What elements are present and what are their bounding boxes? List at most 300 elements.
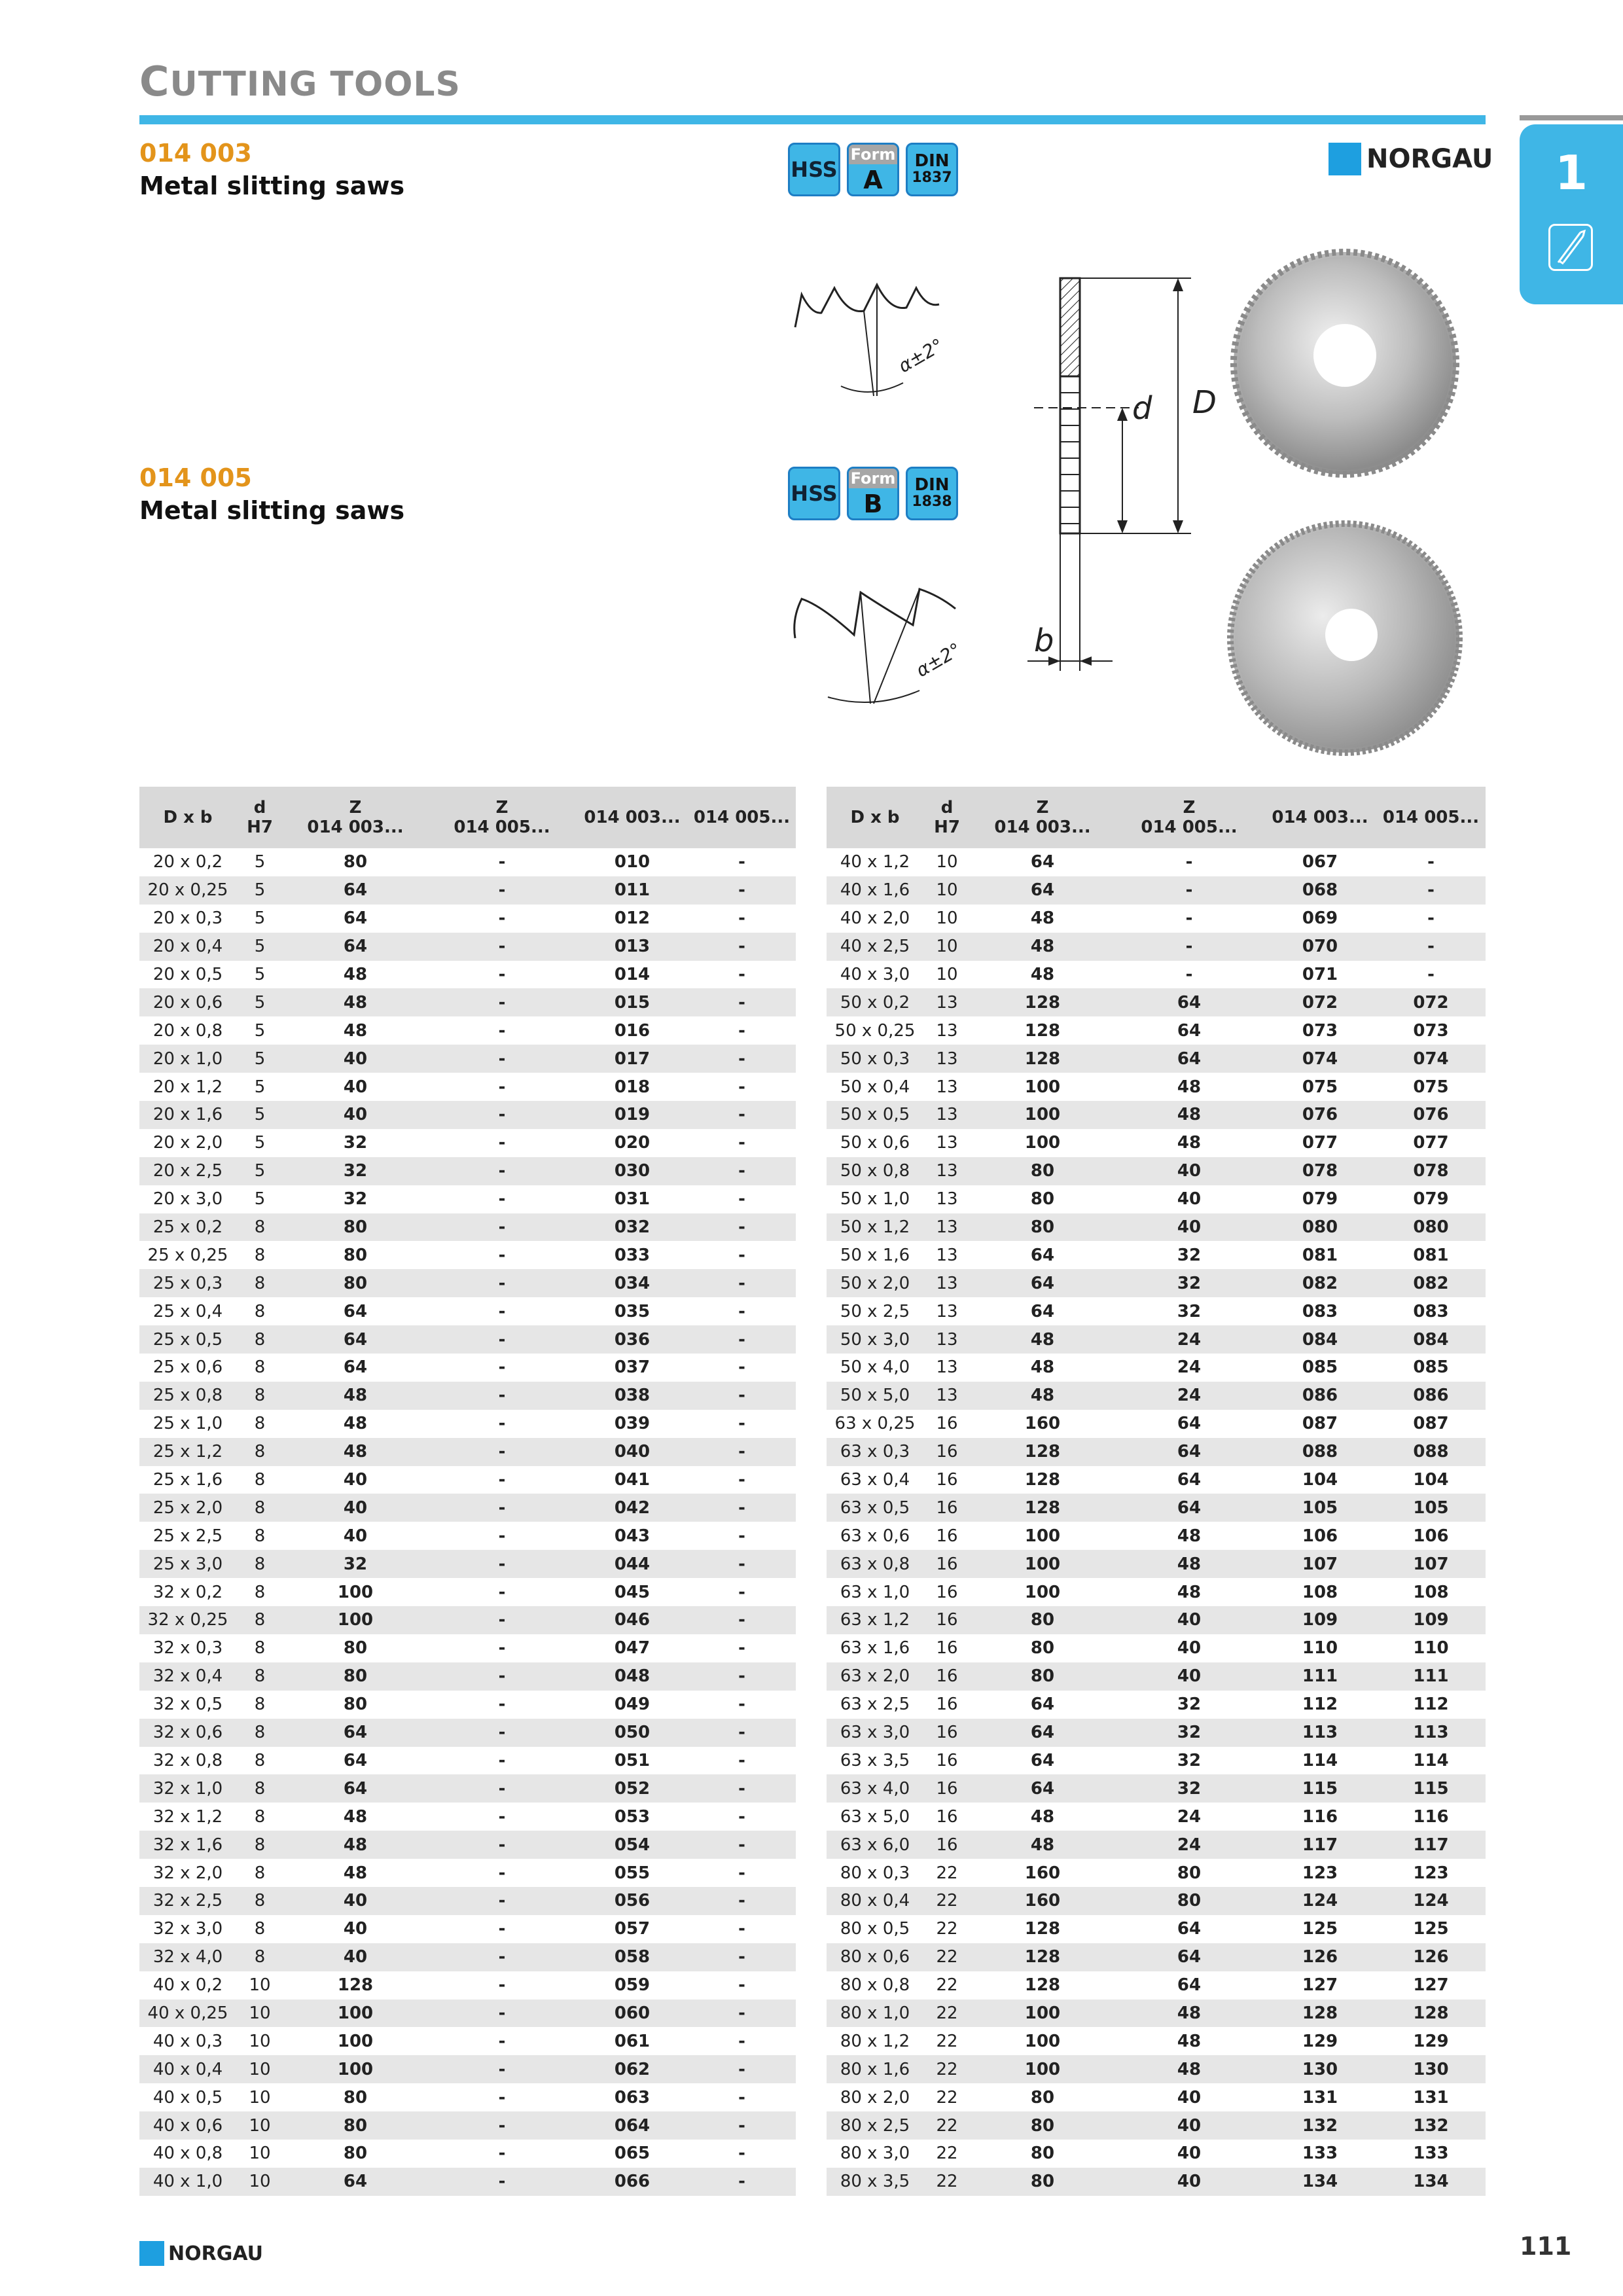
cell-z-a: 100 <box>1024 1133 1061 1153</box>
cell-article-a: 018 <box>614 1077 651 1097</box>
table-row <box>827 2000 1486 2028</box>
spec-table-left-body <box>139 848 796 2196</box>
cell-z-a: 40 <box>283 1101 427 1129</box>
cell-article-b: 083 <box>1413 1301 1449 1321</box>
cell-z-a: 40 <box>283 1943 427 1971</box>
cell-d: 16 <box>923 1606 971 1634</box>
cell-z-b: 64 <box>1177 1470 1202 1490</box>
cell-z-b: - <box>498 1919 506 1939</box>
cell-dxb: 50 x 2,5 <box>840 1301 910 1321</box>
cell-article-b: - <box>688 876 796 905</box>
cell-z-b: - <box>498 908 506 929</box>
cell-d: 8 <box>254 1638 266 1659</box>
cell-d: 13 <box>923 1101 971 1129</box>
cell-z-b: - <box>427 1157 577 1185</box>
cell-dxb: 20 x 0,3 <box>152 908 223 929</box>
cell-dxb: 63 x 0,8 <box>827 1550 923 1578</box>
cell-z-a: 80 <box>1030 2087 1055 2108</box>
cell-z-a: 64 <box>1030 1301 1055 1321</box>
cell-z-b: 40 <box>1177 1638 1202 1659</box>
cell-dxb: 50 x 1,2 <box>827 1213 923 1242</box>
cell-z-a: 100 <box>1024 1077 1061 1097</box>
cell-z-a: 100 <box>971 2055 1115 2083</box>
cell-dxb: 40 x 1,0 <box>139 2168 236 2196</box>
cell-article-a: 068 <box>1264 876 1376 905</box>
cell-d: 5 <box>254 852 266 872</box>
table-row <box>139 1325 796 1354</box>
cell-article-a: 037 <box>614 1357 651 1378</box>
cell-dxb: 32 x 2,0 <box>152 1863 223 1883</box>
cell-article-b: - <box>688 1382 796 1410</box>
cell-z-b: 64 <box>1177 1414 1202 1434</box>
cell-dxb: 50 x 4,0 <box>840 1357 910 1378</box>
cell-z-a: 40 <box>343 1470 368 1490</box>
table-row <box>827 2111 1486 2140</box>
cell-z-b: 40 <box>1177 2087 1202 2108</box>
cell-d: 5 <box>254 965 266 984</box>
cell-d: 13 <box>923 988 971 1016</box>
table-row <box>827 1325 1486 1354</box>
cell-dxb: 40 x 0,25 <box>139 2000 236 2028</box>
cell-dxb: 50 x 0,8 <box>827 1157 923 1185</box>
table-row <box>139 2083 796 2111</box>
table-header-row <box>139 787 796 848</box>
col-article-b: 014 005... <box>1376 787 1486 848</box>
cell-z-a: 160 <box>971 1887 1115 1915</box>
cell-article-b: - <box>738 1750 745 1770</box>
cell-z-b: 40 <box>1177 2144 1202 2164</box>
cell-article-b: 129 <box>1413 2031 1449 2051</box>
cell-article-a: 031 <box>614 1189 651 1210</box>
cell-z-a: 64 <box>343 1750 368 1770</box>
product-code-1: 014 003 <box>139 139 252 168</box>
cell-d: 8 <box>236 1606 283 1634</box>
cell-dxb: 25 x 0,8 <box>139 1382 236 1410</box>
cell-d: 16 <box>936 1470 958 1490</box>
cell-z-a: 80 <box>971 1157 1115 1185</box>
cell-z-a: 48 <box>343 965 368 984</box>
spec-table-right-body <box>827 848 1486 2196</box>
cell-article-a: 077 <box>1302 1133 1338 1153</box>
brand-square-icon <box>1329 143 1361 175</box>
cell-article-a: 081 <box>1302 1245 1338 1265</box>
cell-dxb: 25 x 2,0 <box>139 1494 236 1522</box>
cell-d: 8 <box>236 1494 283 1522</box>
cell-article-b: 079 <box>1413 1189 1449 1210</box>
cell-z-a: 40 <box>343 1526 368 1546</box>
cell-article-a: 036 <box>577 1325 688 1354</box>
cell-z-a: 100 <box>337 2031 374 2051</box>
cell-z-b: - <box>498 1470 506 1490</box>
cell-dxb: 63 x 2,5 <box>840 1695 910 1715</box>
cell-z-a: 80 <box>971 2168 1115 2196</box>
cell-article-a: 032 <box>577 1213 688 1242</box>
cell-d: 13 <box>923 1213 971 1242</box>
cell-z-b: 32 <box>1177 1750 1202 1770</box>
cell-dxb: 32 x 1,2 <box>152 1806 223 1827</box>
cell-article-a: 107 <box>1264 1550 1376 1578</box>
cell-dxb: 32 x 0,2 <box>152 1582 223 1602</box>
cell-z-a: 80 <box>283 2111 427 2140</box>
cell-z-a: 80 <box>283 1662 427 1691</box>
cell-dxb: 80 x 0,8 <box>840 1975 910 1996</box>
cell-dxb: 80 x 2,5 <box>827 2111 923 2140</box>
cell-z-b: - <box>427 1550 577 1578</box>
cell-dxb: 20 x 2,5 <box>139 1157 236 1185</box>
cell-dxb: 63 x 0,5 <box>827 1494 923 1522</box>
cell-z-b: 48 <box>1115 2000 1264 2028</box>
cell-dxb: 20 x 3,0 <box>152 1189 223 1210</box>
hss-badge: HSS <box>788 143 840 196</box>
cell-article-a: 080 <box>1264 1213 1376 1242</box>
table-row <box>139 1719 796 1747</box>
cell-article-b: 110 <box>1413 1638 1449 1659</box>
cell-article-a: 130 <box>1264 2055 1376 2083</box>
cell-d: 10 <box>249 2144 271 2164</box>
cell-article-b: 088 <box>1376 1438 1486 1466</box>
cell-z-b: 24 <box>1115 1382 1264 1410</box>
cell-article-a: 132 <box>1264 2111 1376 2140</box>
angle-label-b: α±2° <box>912 638 965 682</box>
cell-z-a: 80 <box>1030 1189 1055 1210</box>
tab-divider <box>1520 115 1623 120</box>
cell-article-b: - <box>738 1863 745 1883</box>
cell-article-a: 117 <box>1264 1831 1376 1859</box>
table-row <box>827 1747 1486 1775</box>
cell-dxb: 20 x 0,8 <box>152 1020 223 1041</box>
cell-z-b: - <box>1185 965 1193 984</box>
table-row <box>827 1719 1486 1747</box>
cell-z-a: 48 <box>343 1863 368 1883</box>
table-row <box>139 961 796 989</box>
cell-article-b: - <box>688 2055 796 2083</box>
cell-d: 8 <box>236 1719 283 1747</box>
cell-d: 5 <box>236 1101 283 1129</box>
table-row <box>827 1016 1486 1045</box>
cell-article-b: 087 <box>1413 1414 1449 1434</box>
cell-d: 5 <box>236 876 283 905</box>
table-row <box>827 1803 1486 1831</box>
cell-z-b: - <box>498 1245 506 1265</box>
cell-article-b: - <box>688 2000 796 2028</box>
cell-z-b: - <box>498 1077 506 1097</box>
table-row <box>139 1073 796 1101</box>
cell-article-b: 115 <box>1376 1774 1486 1803</box>
cell-z-a: 64 <box>343 1357 368 1378</box>
cell-article-b: - <box>738 1077 745 1097</box>
cell-d: 16 <box>936 1695 958 1715</box>
cell-d: 10 <box>936 965 958 984</box>
cell-dxb: 40 x 3,0 <box>840 965 910 984</box>
cell-article-b: 109 <box>1376 1606 1486 1634</box>
cell-z-b: - <box>1185 852 1193 872</box>
cell-z-b: - <box>427 1719 577 1747</box>
cell-z-b: 48 <box>1115 1550 1264 1578</box>
spec-table-right <box>827 787 1486 2196</box>
cell-dxb: 40 x 1,6 <box>827 876 923 905</box>
section-number: 1 <box>1554 145 1588 200</box>
cell-z-a: 100 <box>1024 1526 1061 1546</box>
cell-d: 22 <box>936 1919 958 1939</box>
cell-dxb: 63 x 2,0 <box>827 1662 923 1691</box>
cell-dxb: 50 x 0,2 <box>827 988 923 1016</box>
cell-z-a: 80 <box>283 1269 427 1297</box>
cell-z-b: - <box>498 1750 506 1770</box>
col-article-a: 014 003... <box>577 787 688 848</box>
cell-article-b: 078 <box>1376 1157 1486 1185</box>
cell-dxb: 80 x 1,6 <box>827 2055 923 2083</box>
table-row <box>827 1774 1486 1803</box>
table-row <box>827 1578 1486 1606</box>
table-row <box>139 1943 796 1971</box>
page-number: 111 <box>1520 2232 1572 2261</box>
cell-article-b: 130 <box>1376 2055 1486 2083</box>
cell-d: 16 <box>936 1806 958 1827</box>
cell-z-b: 24 <box>1115 1325 1264 1354</box>
cell-z-a: 80 <box>971 1213 1115 1242</box>
cell-z-a: 100 <box>971 2000 1115 2028</box>
table-row <box>139 2111 796 2140</box>
cell-z-a: 40 <box>343 1077 368 1097</box>
table-row <box>827 1634 1486 1662</box>
cell-dxb: 25 x 1,2 <box>139 1438 236 1466</box>
table-row <box>139 1241 796 1269</box>
cell-article-b: - <box>738 1414 745 1434</box>
col-z-a: Z 014 003... <box>283 787 427 848</box>
cell-d: 22 <box>923 2168 971 2196</box>
cell-article-b: 107 <box>1376 1550 1486 1578</box>
cell-article-a: 110 <box>1302 1638 1338 1659</box>
cell-article-b: - <box>738 1526 745 1546</box>
cell-z-a: 128 <box>337 1975 374 1996</box>
footer-brand-logo: NORGAU <box>139 2241 263 2266</box>
cell-z-a: 80 <box>971 2111 1115 2140</box>
cell-z-a: 64 <box>283 1325 427 1354</box>
cell-z-a: 100 <box>283 1606 427 1634</box>
table-row <box>139 1831 796 1859</box>
cell-article-b: - <box>738 965 745 984</box>
table-row <box>139 1213 796 1242</box>
cell-article-b: - <box>688 2111 796 2140</box>
cell-article-a: 075 <box>1302 1077 1338 1097</box>
cell-z-b: 64 <box>1115 988 1264 1016</box>
cell-z-a: 48 <box>971 1831 1115 1859</box>
cell-article-a: 125 <box>1302 1919 1338 1939</box>
cell-d: 8 <box>254 1582 266 1602</box>
cell-dxb: 32 x 1,0 <box>139 1774 236 1803</box>
cell-article-b: - <box>688 1719 796 1747</box>
table-row <box>827 1915 1486 1943</box>
cell-z-a: 64 <box>343 908 368 929</box>
cell-dxb: 40 x 0,5 <box>152 2087 223 2108</box>
cell-z-b: 40 <box>1115 2111 1264 2140</box>
cell-z-a: 128 <box>1024 1919 1061 1939</box>
cell-dxb: 50 x 1,0 <box>840 1189 910 1210</box>
section-tab[interactable] <box>1520 124 1623 304</box>
cell-dxb: 25 x 3,0 <box>139 1550 236 1578</box>
cell-z-a: 80 <box>343 1638 368 1659</box>
cell-z-a: 100 <box>971 1101 1115 1129</box>
cell-article-a: 069 <box>1302 908 1338 929</box>
cell-z-b: - <box>427 1494 577 1522</box>
cell-d: 16 <box>936 1638 958 1659</box>
cell-d: 22 <box>936 2087 958 2108</box>
cell-dxb: 25 x 1,6 <box>152 1470 223 1490</box>
cell-d: 13 <box>936 1020 958 1041</box>
cell-d: 8 <box>254 1414 266 1434</box>
cell-dxb: 50 x 0,3 <box>827 1045 923 1073</box>
table-row <box>827 905 1486 933</box>
cell-d: 16 <box>936 1582 958 1602</box>
cell-z-b: 48 <box>1177 1133 1202 1153</box>
cell-z-a: 64 <box>971 1269 1115 1297</box>
table-row <box>827 1831 1486 1859</box>
cell-article-a: 086 <box>1264 1382 1376 1410</box>
cell-z-b: 64 <box>1177 1919 1202 1939</box>
cell-z-b: - <box>427 1269 577 1297</box>
cell-z-a: 40 <box>283 1887 427 1915</box>
cell-article-a: 035 <box>614 1301 651 1321</box>
cell-d: 5 <box>236 1045 283 1073</box>
table-row <box>139 2168 796 2196</box>
cell-dxb: 25 x 0,6 <box>152 1357 223 1378</box>
table-row <box>827 1382 1486 1410</box>
cell-article-a: 040 <box>577 1438 688 1466</box>
product-name-2: Metal slitting saws <box>139 496 405 525</box>
cell-article-b: 085 <box>1413 1357 1449 1378</box>
cell-d: 16 <box>923 1550 971 1578</box>
saw-section-diagram <box>1021 265 1230 691</box>
cell-z-b: - <box>427 1774 577 1803</box>
cell-d: 13 <box>923 1045 971 1073</box>
cell-z-b: - <box>427 1213 577 1242</box>
cell-article-a: 071 <box>1302 965 1338 984</box>
cell-dxb: 40 x 0,6 <box>139 2111 236 2140</box>
cell-article-a: 113 <box>1264 1719 1376 1747</box>
cell-z-a: 40 <box>283 1045 427 1073</box>
cell-article-a: 033 <box>614 1245 651 1265</box>
cell-d: 8 <box>254 1750 266 1770</box>
cell-article-b: - <box>688 1438 796 1466</box>
cell-dxb: 20 x 1,6 <box>139 1101 236 1129</box>
cell-z-b: - <box>498 1695 506 1715</box>
cell-article-a: 087 <box>1302 1414 1338 1434</box>
table-row <box>827 1297 1486 1325</box>
cell-z-b: - <box>1185 908 1193 929</box>
tooth-profile-a-diagram <box>785 275 955 406</box>
cell-z-b: 40 <box>1115 1213 1264 1242</box>
form-badge: Form A <box>847 143 899 196</box>
cell-dxb: 32 x 3,0 <box>152 1919 223 1939</box>
cell-article-b: - <box>688 1269 796 1297</box>
cell-z-b: - <box>498 2031 506 2051</box>
cell-z-b: 40 <box>1115 2168 1264 2196</box>
cell-article-a: 109 <box>1264 1606 1376 1634</box>
table-row <box>139 1157 796 1185</box>
cell-d: 22 <box>936 2144 958 2164</box>
table-row <box>827 1438 1486 1466</box>
hss-badge: HSS <box>788 467 840 520</box>
cell-z-b: 48 <box>1177 1526 1202 1546</box>
table-row <box>139 2140 796 2168</box>
cell-z-a: 48 <box>283 1438 427 1466</box>
cell-article-b: - <box>688 1887 796 1915</box>
cell-article-b: 112 <box>1413 1695 1449 1715</box>
table-row <box>827 1662 1486 1691</box>
cell-d: 8 <box>236 1774 283 1803</box>
table-row <box>827 1157 1486 1185</box>
cell-z-a: 64 <box>971 1774 1115 1803</box>
cell-z-a: 80 <box>971 1662 1115 1691</box>
table-row <box>139 1045 796 1073</box>
cell-z-a: 128 <box>1024 1975 1061 1996</box>
cell-article-a: 043 <box>614 1526 651 1546</box>
cell-z-a: 160 <box>1024 1414 1061 1434</box>
cell-article-b: - <box>1427 965 1435 984</box>
cell-z-a: 64 <box>1030 1695 1055 1715</box>
col-z-a: Z 014 003... <box>971 787 1115 848</box>
cell-dxb: 63 x 3,0 <box>827 1719 923 1747</box>
cell-z-b: 32 <box>1177 1695 1202 1715</box>
cell-article-a: 034 <box>577 1269 688 1297</box>
cell-article-a: 074 <box>1264 1045 1376 1073</box>
cell-d: 16 <box>923 1774 971 1803</box>
cell-article-a: 123 <box>1302 1863 1338 1883</box>
cell-article-a: 079 <box>1302 1189 1338 1210</box>
cell-z-b: 48 <box>1115 2055 1264 2083</box>
cell-z-a: 80 <box>343 1695 368 1715</box>
outer-diameter-label: D <box>1192 384 1217 421</box>
cell-article-a: 014 <box>614 965 651 984</box>
cell-z-b: - <box>498 1638 506 1659</box>
cell-z-a: 128 <box>1024 1020 1061 1041</box>
cell-article-b: 075 <box>1413 1077 1449 1097</box>
cell-z-a: 128 <box>1024 1470 1061 1490</box>
cell-z-b: - <box>498 2144 506 2164</box>
cell-z-b: 40 <box>1115 1662 1264 1691</box>
cell-z-b: - <box>427 2055 577 2083</box>
table-row <box>827 1129 1486 1157</box>
table-row <box>139 1747 796 1775</box>
cell-article-a: 056 <box>577 1887 688 1915</box>
table-row <box>139 1578 796 1606</box>
cell-d: 8 <box>236 1382 283 1410</box>
cell-z-b: - <box>1115 933 1264 961</box>
cell-dxb: 20 x 0,25 <box>139 876 236 905</box>
cell-z-a: 100 <box>283 2055 427 2083</box>
cell-d: 8 <box>236 1943 283 1971</box>
cell-d: 8 <box>254 1806 266 1827</box>
cell-article-b: 114 <box>1413 1750 1449 1770</box>
cell-article-a: 064 <box>577 2111 688 2140</box>
cell-d: 16 <box>936 1414 958 1434</box>
cell-z-b: - <box>427 1101 577 1129</box>
cell-dxb: 63 x 5,0 <box>840 1806 910 1827</box>
cell-d: 5 <box>236 988 283 1016</box>
cell-article-b: - <box>738 1245 745 1265</box>
cell-dxb: 50 x 0,25 <box>834 1020 916 1041</box>
cell-z-a: 100 <box>283 2000 427 2028</box>
table-row <box>827 1691 1486 1719</box>
cell-dxb: 25 x 0,25 <box>147 1245 228 1265</box>
cell-article-b: 077 <box>1413 1133 1449 1153</box>
drill-icon <box>1548 224 1593 271</box>
cell-z-a: 128 <box>971 1494 1115 1522</box>
cell-z-b: 40 <box>1115 1606 1264 1634</box>
cell-article-b: 123 <box>1413 1863 1449 1883</box>
cell-d: 8 <box>254 1863 266 1883</box>
cell-dxb: 63 x 1,2 <box>827 1606 923 1634</box>
